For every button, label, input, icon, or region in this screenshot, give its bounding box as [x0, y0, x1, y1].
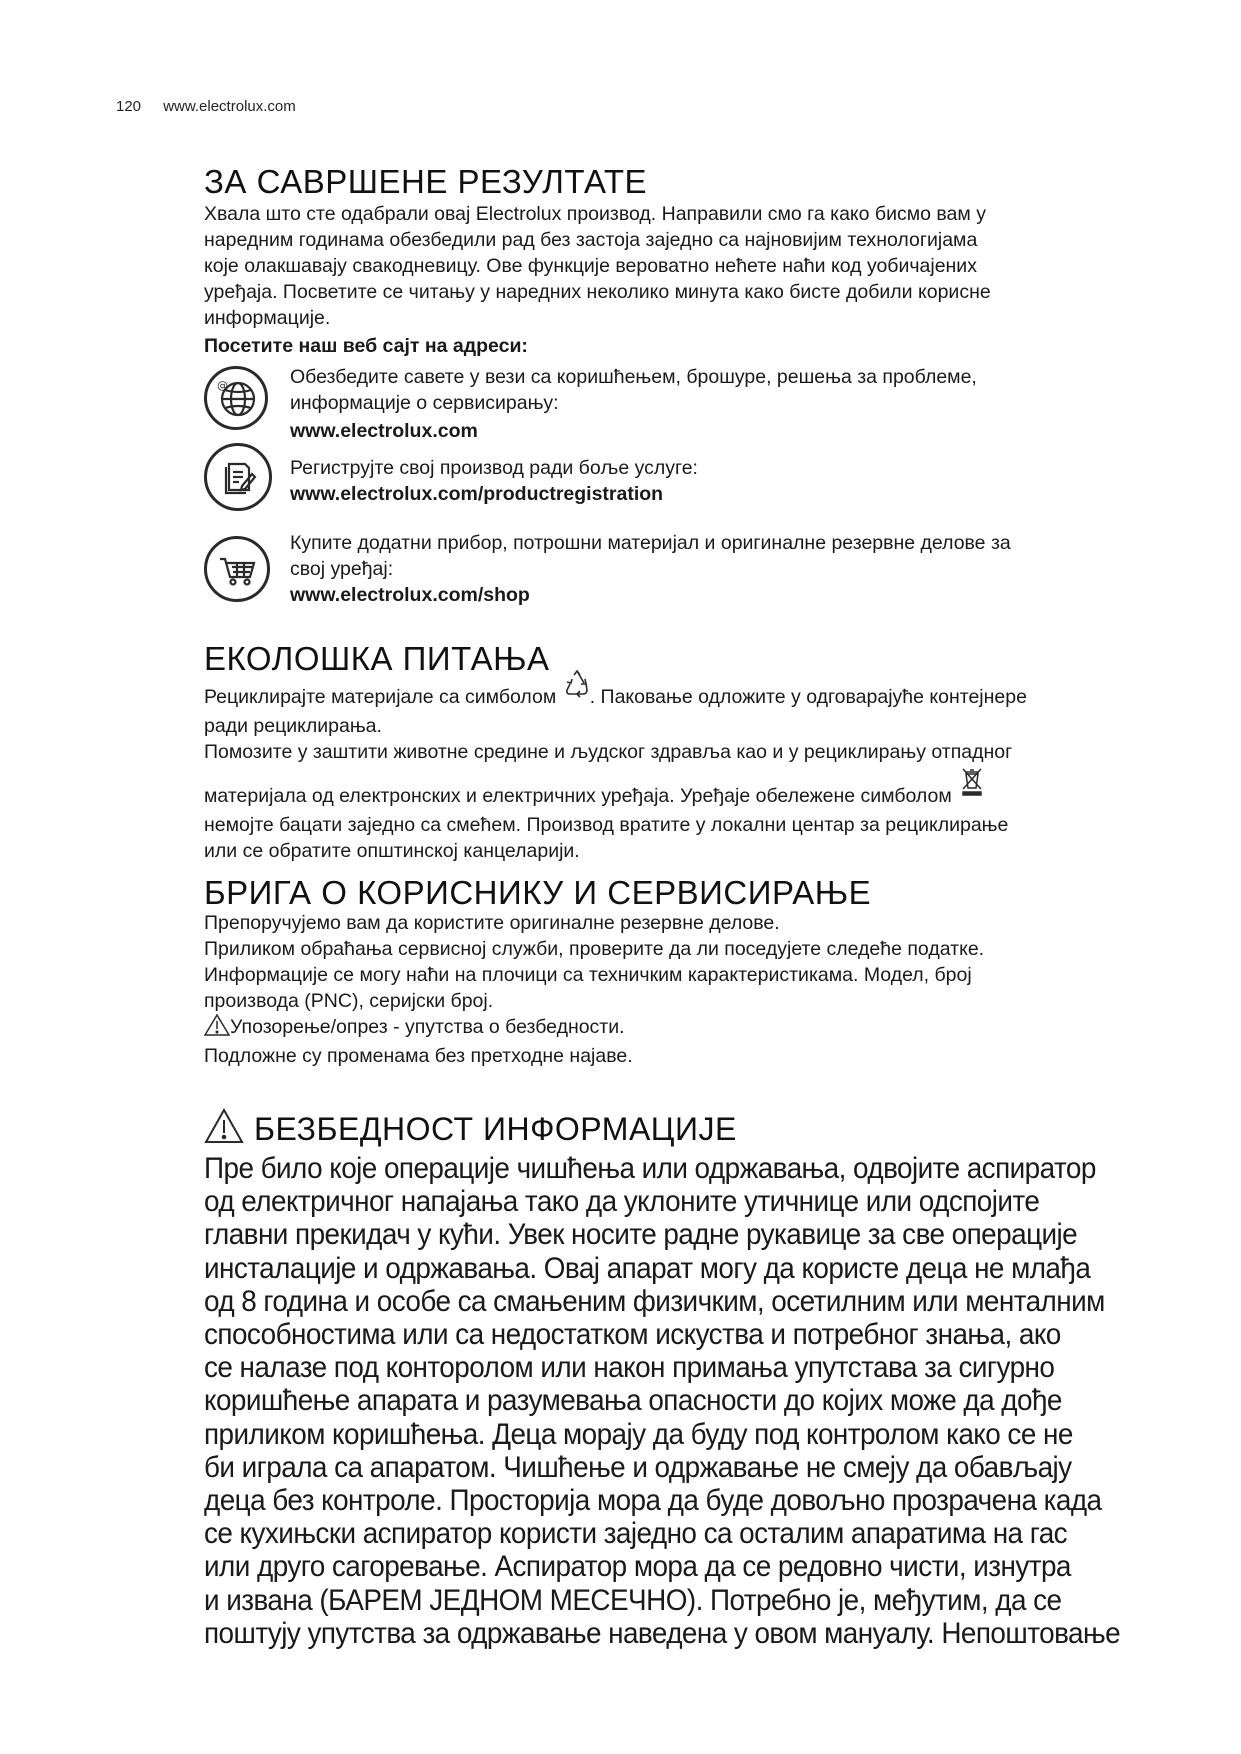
- safety-line: приликом коришћења. Деца морају да буду под контролом како се не: [204, 1417, 1073, 1451]
- header-site: www.electrolux.com: [163, 98, 296, 115]
- link-desc: Региструјте свој производ ради боље услуге:: [290, 457, 698, 479]
- safety-text: [204, 1152, 1171, 1650]
- safety-line: или друго сагоревање. Аспиратор мора да се редовно чисти, изнутра: [204, 1550, 1071, 1584]
- eco-line: [204, 676, 1154, 713]
- eco-line-part: . Паковање одложите у одговарајуће контејнере: [589, 686, 1027, 708]
- page-number: 120: [116, 98, 142, 115]
- registration-form-icon: [204, 443, 272, 511]
- intro-line: наредним годинама обезбедили рад без застоја заједно са најновијим технологијама: [204, 229, 978, 251]
- warning-text: Упозорење/опрез - упутства о безбедности.: [230, 1016, 625, 1038]
- shopping-cart-icon: [204, 536, 270, 602]
- safety-line: се налазе под конторолом или након примања упутстава за сигурно: [204, 1351, 1055, 1385]
- service-line: Информације се могу наћи на плочици са техничким карактеристикама. Модел, број: [204, 964, 972, 986]
- safety-line: би играла са апаратом. Чишћење и одржавање не смеју да обављају: [204, 1450, 1072, 1484]
- safety-line: Пре било које операције чишћења или одржавања, одвојите аспиратор: [204, 1152, 1096, 1185]
- link-desc: Купите додатни прибор, потрошни материјал и оригиналне резервне делове за: [290, 532, 1011, 554]
- link-url-registration[interactable]: www.electrolux.com/productregistration: [290, 483, 664, 505]
- safety-line: коришћење апарата и разумевања опасности до којих може да дође: [204, 1384, 1062, 1418]
- section-title-perfect: ЗА САВРШЕНЕ РЕЗУЛТАТЕ: [204, 163, 648, 200]
- service-line: Подложне су променама без претходне најаве.: [204, 1045, 633, 1067]
- eco-text: [204, 676, 1154, 864]
- service-section: [204, 876, 1154, 909]
- eco-section: [204, 642, 1154, 675]
- section-title-safety: БЕЗБЕДНОСТ ИНФОРМАЦИЈЕ: [254, 1110, 737, 1147]
- section-title-eco: ЕКОЛОШКА ПИТАЊА: [204, 640, 550, 677]
- intro-line: Хвала што сте одабрали овај Electrolux производ. Направили смо га како бисмо вам у: [204, 203, 986, 225]
- link-desc: свој уређај:: [290, 558, 394, 580]
- perfect-intro: [204, 201, 1154, 359]
- safety-line: деца без контроле. Просторија мора да буде довољно прозрачена када: [204, 1484, 1102, 1518]
- safety-line: способностима или са недостатком искуства и потребног знања, ако: [204, 1318, 1061, 1352]
- safety-line: се кухињски аспиратор користи заједно са осталим апаратима на гас: [204, 1517, 1068, 1551]
- link-url-main[interactable]: www.electrolux.com: [290, 420, 478, 442]
- intro-line: информације.: [204, 307, 331, 329]
- intro-line: које олакшавају свакодневицу. Ове функције вероватно нећете наћи код уобичајених: [204, 255, 977, 277]
- safety-line: инсталације и одржавања. Овај апарат могу да користе деца не млађа: [204, 1251, 1091, 1285]
- globe-icon: [204, 366, 268, 430]
- warning-icon: [204, 1108, 244, 1149]
- link-desc: информације о сервисирању:: [290, 392, 559, 414]
- eco-line: немојте бацати заједно са смећем. Производ вратите у локални центар за рециклирање: [204, 814, 1009, 836]
- eco-line: Помозите у заштити животне средине и људског здравља као и у рециклирању отпадног: [204, 741, 1013, 763]
- eco-line: ради рециклирања.: [204, 715, 382, 737]
- link-text-shop: [290, 530, 1150, 608]
- safety-line: главни прекидач у кући. Увек носите радне рукавице за све операције: [204, 1218, 1078, 1252]
- warning-icon: [204, 1014, 230, 1043]
- safety-line: и извана (БАРЕМ ЈЕДНОМ МЕСЕЧНО). Потребно је, међутим, да се: [204, 1583, 1062, 1617]
- eco-line-part: Рециклирајте материјале са симболом: [204, 686, 557, 708]
- service-warning-line: [204, 1014, 1154, 1043]
- link-desc: Обезбедите савете у вези са коришћењем, брошуре, решења за проблеме,: [290, 366, 977, 388]
- eco-line-part: материјала од електронских и електричних уређаја. Уређаје обележене симболом: [204, 785, 952, 807]
- safety-line: од 8 година и особе са смањеним физичким, осетилним или менталним: [204, 1284, 1105, 1318]
- service-line: Препоручујемо вам да користите оригиналне резервне делове.: [204, 912, 780, 934]
- svg-text:@: @: [217, 379, 228, 392]
- section-title-service: БРИГА О КОРИСНИКУ И СЕРВИСИРАЊЕ: [204, 874, 872, 911]
- service-line: Приликом обраћања сервисној служби, проверите да ли поседујете следеће податке.: [204, 938, 985, 960]
- eco-line: или се обратите општинској канцеларији.: [204, 840, 580, 862]
- perfect-results-section: [204, 165, 1154, 198]
- eco-line: [204, 775, 1154, 812]
- visit-label: Посетите наш веб сајт на адреси:: [204, 335, 528, 357]
- recycle-icon: [564, 670, 590, 707]
- link-text-support: [290, 364, 1150, 444]
- crossed-bin-icon: [961, 767, 983, 804]
- service-line: производа (PNC), серијски број.: [204, 990, 494, 1012]
- safety-heading: [204, 1108, 737, 1149]
- link-url-shop[interactable]: www.electrolux.com/shop: [290, 584, 530, 606]
- service-text: [204, 910, 1154, 1069]
- link-text-registration: [290, 455, 1150, 507]
- safety-line: од електричног напајања тако да уклоните утичнице или одспојите: [204, 1185, 1040, 1219]
- intro-line: уређаја. Посветите се читању у наредних неколико минута како бисте добили корисне: [204, 281, 991, 303]
- safety-line: поштују упутства за одржавање наведена у овом мануалу. Непоштовање: [204, 1616, 1121, 1650]
- page-header: [116, 98, 296, 115]
